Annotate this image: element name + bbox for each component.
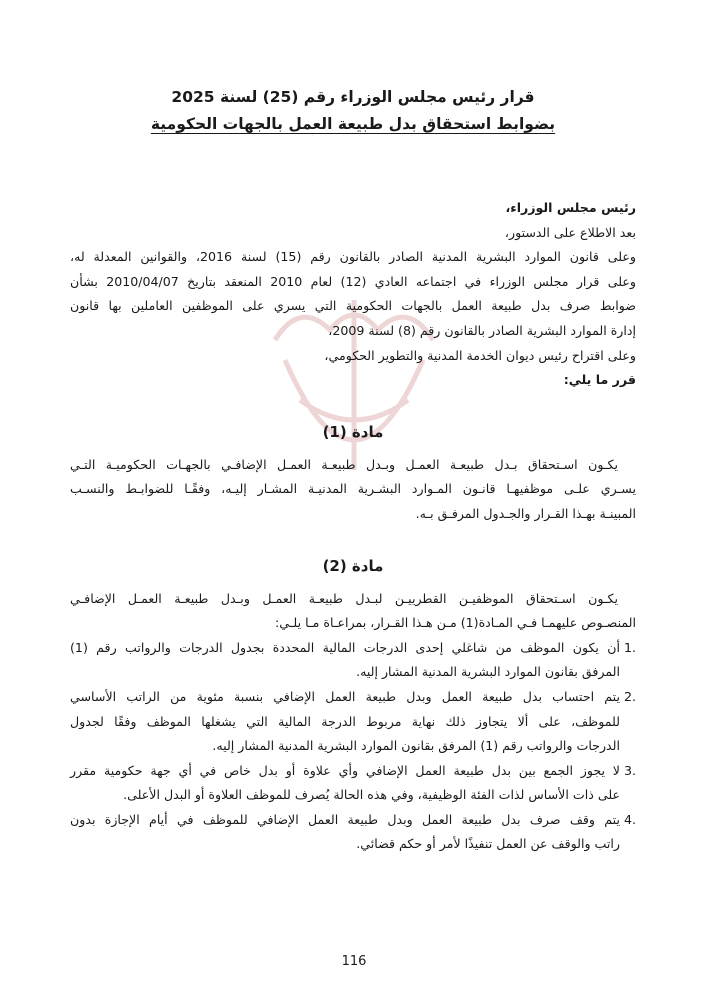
list-item-line: لا يجوز الجمع بين بدل طبيعة العمل الإضافي وأي علاوة أو بدل خاص في أي جهة حكومية مقرر: [70, 762, 620, 778]
list-item-line: المرفق بقانون الموارد البشرية المدنية المشار إليه.: [356, 664, 620, 680]
document-page: [70, 84, 636, 857]
list-item: [70, 636, 636, 685]
preamble-line: ضوابط صرف بدل طبيعة العمل بالجهات الحكومية التي يسري على الموظفين العاملين بها قانون: [70, 298, 636, 314]
decree-subtitle: بضوابط استحقاق بدل طبيعة العمل بالجهات الحكومية: [150, 115, 556, 133]
list-item-line: راتب والوقف عن العمل تنفيذًا لأمر أو حكم قضائي.: [356, 836, 620, 852]
list-item: [70, 685, 636, 759]
preamble-line: بعد الاطلاع على الدستور،: [504, 224, 636, 240]
preamble: [70, 196, 636, 393]
article-1-line: يسـري علـى موظفيهـا قانـون المـوارد البشـرية المدنيـة المشـار إليـه، وفقًـا للضوابـط والنسـب: [70, 481, 636, 497]
list-item-number: .3: [623, 762, 636, 778]
list-item-line: على ذات الأساس لذات الفئة الوظيفية، وفي هذه الحالة يُصرف للموظف العلاوة أو البدل الأعلى.: [123, 787, 620, 803]
article-1-heading: مادة (1): [322, 422, 384, 441]
preamble-line: وعلى قانون الموارد البشرية المدنية الصادر بالقانون رقم (15) لسنة 2016، والقوانين المعدلة له،: [70, 249, 637, 265]
list-item: [70, 808, 636, 857]
list-item-number: .2: [623, 688, 636, 704]
preamble-line: وعلى اقتراح رئيس ديوان الخدمة المدنية والتطوير الحكومي،: [324, 347, 636, 363]
preamble-line: رئيس مجلس الوزراء،: [505, 200, 636, 215]
list-item: [70, 759, 636, 808]
list-item-number: .4: [623, 811, 636, 827]
article-2-line: المنصـوص عليهمـا فـي المـادة(1) مـن هـذا القـرار، بمراعـاة مـا يلـي:: [275, 615, 636, 631]
article-2-heading: مادة (2): [322, 556, 384, 575]
list-item-line: الدرجات والرواتب رقم (1) المرفق بقانون الموارد البشرية المدنية المشار إليه.: [212, 738, 620, 754]
decree-title: قرار رئيس مجلس الوزراء رقم (25) لسنة 2025: [171, 88, 535, 106]
page-number: 116: [341, 954, 367, 969]
decided-label: قرر ما يلي:: [563, 372, 636, 388]
article-2-list: [70, 636, 636, 857]
list-item-line: للموظف، على ألا يتجاوز ذلك نهاية مربوط الدرجة المالية التي يشغلها الموظف وفقًا لجدول: [70, 713, 620, 729]
article-2-line: يكـون اسـتحقاق الموظفيـن القطرييـن لبـدل طبيعـة العمـل وبـدل طبيعـة العمـل الإضافـي: [70, 590, 618, 606]
article-1-line: يكـون اسـتحقاق بـدل طبيعـة العمـل وبـدل طبيعـة العمـل الإضافـي بالجهـات الحكوميـة التـي: [70, 456, 618, 472]
preamble-line: وعلى قرار مجلس الوزراء في اجتماعه العادي (12) لعام 2010 المنعقد بتاريخ 2010/04/07 بشأن: [70, 273, 636, 289]
list-item-number: .1: [623, 639, 636, 655]
article-1-line: المبينـة بهـذا القـرار والجـدول المرفـق بـه.: [415, 505, 636, 521]
list-item-line: يتم احتساب بدل طبيعة العمل وبدل طبيعة العمل الإضافي بنسبة مئوية من الراتب الأساسي: [70, 688, 620, 704]
list-item-line: يتم وقف صرف بدل طبيعة العمل وبدل طبيعة العمل الإضافي للموظف في أيام الإجازة بدون: [70, 811, 620, 827]
list-item-line: أن يكون الموظف من شاغلي إحدى الدرجات المالية المحددة بجدول الدرجات والرواتب رقم (1): [70, 639, 620, 655]
preamble-line: إدارة الموارد البشرية الصادر بالقانون رقم (8) لسنة 2009،: [328, 322, 636, 338]
